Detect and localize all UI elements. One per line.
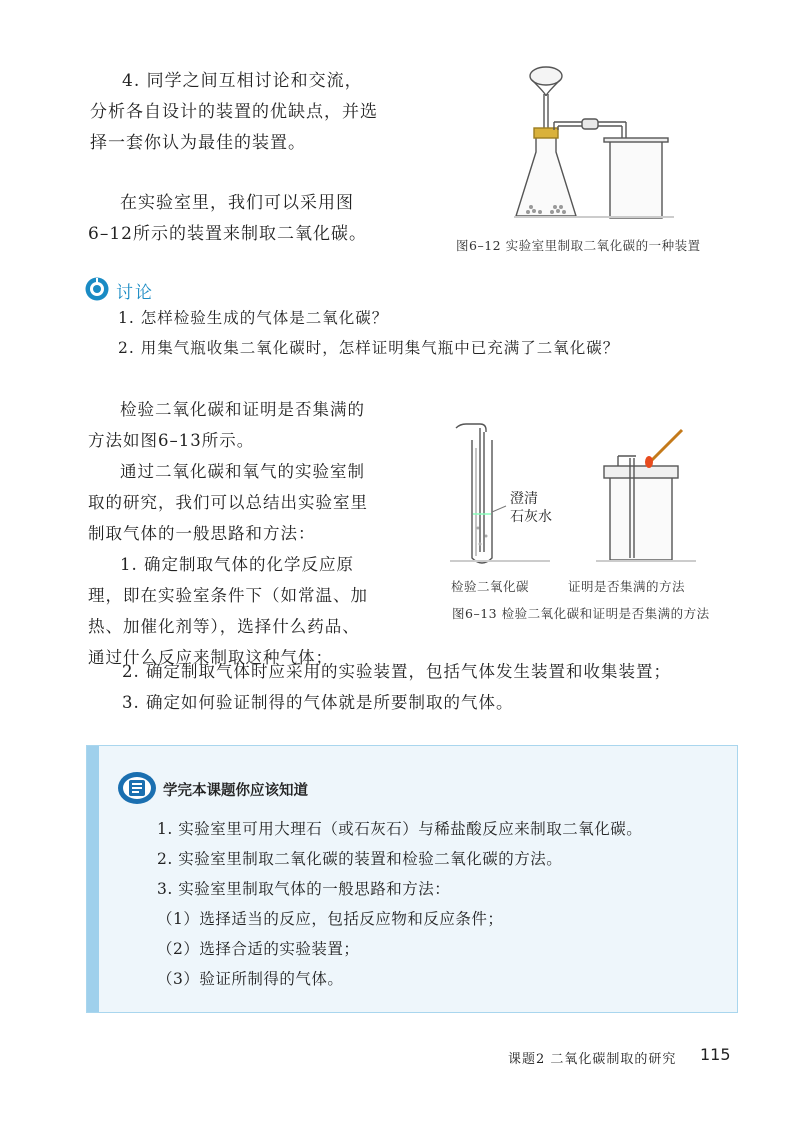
discussion-question-2: 2. 用集气瓶收集二氧化碳时，怎样证明集气瓶中已充满了二氧化碳？	[118, 339, 620, 357]
summary-box	[86, 745, 738, 1013]
body-line-7: 理，即在实验室条件下（如常温、加	[88, 586, 368, 605]
step4-line-3: 择一套你认为最佳的装置。	[90, 133, 306, 153]
page-number: 115	[700, 1045, 731, 1064]
figure-6-13-sub-right: 证明是否集满的方法	[568, 579, 686, 594]
body-full-lines	[122, 656, 671, 718]
summary-title: 学完本课题你应该知道	[163, 783, 308, 799]
figure-6-12-caption: 图6–12 实验室里制取二氧化碳的一种装置	[456, 238, 701, 253]
summary-item-1: 1. 实验室里可用大理石（或石灰石）与稀盐酸反应来制取二氧化碳。	[157, 820, 643, 838]
step4-line-2: 分析各自设计的装置的优缺点，并选	[90, 102, 378, 122]
summary-item-6: （3）验证所制得的气体。	[157, 970, 344, 988]
discussion-title: 讨论	[116, 283, 154, 303]
summary-item-3: 3. 实验室里制取气体的一般思路和方法：	[157, 880, 451, 898]
body-line-2: 方法如图6–13所示。	[88, 431, 255, 450]
footer-title: 课题2 二氧化碳制取的研究	[508, 1052, 677, 1067]
intro-paragraph	[88, 188, 408, 250]
discussion-questions	[118, 303, 619, 363]
body-full-line-1: 2. 确定制取气体时应采用的实验装置，包括气体发生装置和收集装置；	[122, 662, 671, 681]
summary-box-sidebar	[87, 746, 99, 1012]
body-line-5: 制取气体的一般思路和方法：	[88, 524, 316, 543]
figure-6-12-apparatus	[510, 66, 690, 226]
figure-6-13-caption: 图6–13 检验二氧化碳和证明是否集满的方法	[452, 606, 710, 621]
discussion-icon	[84, 276, 110, 302]
body-line-1: 检验二氧化碳和证明是否集满的	[120, 400, 365, 419]
step4-line-1: 4. 同学之间互相讨论和交流，	[122, 71, 363, 91]
summary-list	[157, 814, 642, 994]
discussion-question-1: 1. 怎样检验生成的气体是二氧化碳？	[118, 309, 389, 327]
limewater-label-1: 澄清	[510, 491, 538, 507]
intro-line-1: 在实验室里，我们可以采用图	[120, 193, 354, 213]
figure-6-13-sub-left: 检验二氧化碳	[451, 579, 530, 594]
body-line-4: 取的研究，我们可以总结出实验室里	[88, 493, 368, 512]
figure-6-13-illustration	[446, 418, 706, 570]
body-line-8: 热、加催化剂等），选择什么药品、	[88, 617, 360, 636]
step4-paragraph	[90, 66, 410, 159]
summary-item-5: （2）选择合适的实验装置；	[157, 940, 360, 958]
body-line-6: 1. 确定制取气体的化学反应原	[120, 555, 354, 574]
intro-line-2: 6–12所示的装置来制取二氧化碳。	[88, 224, 367, 244]
limewater-label-2: 石灰水	[510, 509, 552, 525]
summary-icon	[117, 770, 157, 806]
body-line-3: 通过二氧化碳和氧气的实验室制	[120, 462, 365, 481]
body-full-line-2: 3. 确定如何验证制得的气体就是所要制取的气体。	[122, 693, 514, 712]
summary-item-2: 2. 实验室里制取二氧化碳的装置和检验二氧化碳的方法。	[157, 850, 563, 868]
body-line-9: 通过什么反应来制取这种气体；	[88, 648, 333, 667]
summary-item-4: （1）选择适当的反应，包括反应物和反应条件；	[157, 910, 504, 928]
body-paragraph	[88, 394, 418, 673]
